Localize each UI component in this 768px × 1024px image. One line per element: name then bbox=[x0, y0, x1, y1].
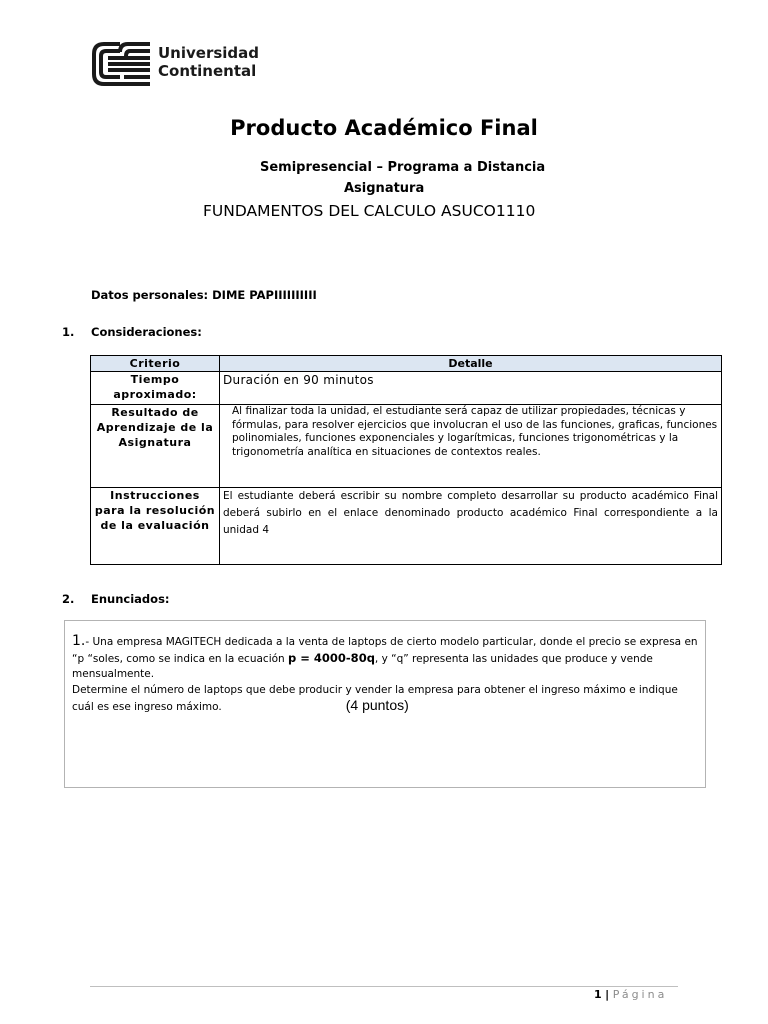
logo-text bbox=[158, 44, 259, 80]
section2-heading: Enunciados: bbox=[91, 592, 170, 606]
problem-equation: p = 4000-80q bbox=[288, 650, 375, 665]
problem-points: (4 puntos) bbox=[345, 697, 409, 713]
page-footer bbox=[594, 988, 667, 1001]
logo-line2: Continental bbox=[158, 62, 257, 80]
criterio-cell: Resultado de Aprendizaje de la Asignatura bbox=[91, 405, 220, 488]
criterio-cell: Tiempo aproximado: bbox=[91, 372, 220, 405]
header-criterio: Criterio bbox=[91, 356, 220, 372]
problem-number: 1. bbox=[72, 633, 86, 649]
detalle-cell: Al finalizar toda la unidad, el estudiante será capaz de utilizar propiedades, técnicas y fórmulas, para resolver ejercicios que involucran el uso de las funciones, graficas, funciones polinomiales, funciones exponenciales y logarítmicas, funciones trigonométricas y la trigonometría analítica en situaciones de contextos reales. bbox=[220, 405, 722, 488]
logo-mark-icon bbox=[90, 42, 154, 86]
table-row bbox=[91, 488, 722, 565]
course-name: FUNDAMENTOS DEL CALCULO ASUCO1110 bbox=[203, 202, 536, 220]
document-title: Producto Académico Final bbox=[230, 116, 538, 140]
footer-separator: | bbox=[605, 988, 610, 1001]
section2-number: 2. bbox=[62, 592, 75, 606]
footer-divider bbox=[90, 986, 678, 987]
page-word: Página bbox=[612, 988, 668, 1001]
problem-text-c: Determine el número de laptops que debe producir y vender la empresa para obtener el ingreso máximo e indique cuál es ese ingreso máximo. bbox=[72, 683, 678, 713]
criterio-cell: Instrucciones para la resolución de la evaluación bbox=[91, 488, 220, 565]
detalle-cell: Duración en 90 minutos bbox=[220, 372, 722, 405]
table-row bbox=[91, 372, 722, 405]
section1-heading: Consideraciones: bbox=[91, 325, 202, 339]
section1-number: 1. bbox=[62, 325, 75, 339]
logo-line1: Universidad bbox=[158, 44, 260, 62]
page-number: 1 bbox=[594, 988, 602, 1001]
problem-box bbox=[64, 620, 706, 788]
header-detalle: Detalle bbox=[220, 356, 722, 372]
criteria-table bbox=[90, 355, 722, 565]
personal-data: Datos personales: DIME PAPIIIIIIIIII bbox=[91, 288, 317, 302]
table-header-row bbox=[91, 356, 722, 372]
problem-text-b: , y “q” representa las unidades que produce y vende mensualmente. bbox=[72, 652, 653, 680]
table-row bbox=[91, 405, 722, 488]
problem-text bbox=[72, 634, 700, 716]
detalle-cell: El estudiante deberá escribir su nombre completo desarrollar su producto académico Final deberá subirlo en el enlace denominado producto académico Final correspondiente a la unidad 4 bbox=[220, 488, 722, 565]
subject-label: Asignatura bbox=[344, 181, 425, 196]
problem-text-a: - Una empresa MAGITECH dedicada a la venta de laptops de cierto modelo particular, donde el precio se expresa en “p “soles, como se indica en la ecuación bbox=[72, 636, 698, 665]
program-subtitle: Semipresencial – Programa a Distancia bbox=[260, 160, 546, 175]
